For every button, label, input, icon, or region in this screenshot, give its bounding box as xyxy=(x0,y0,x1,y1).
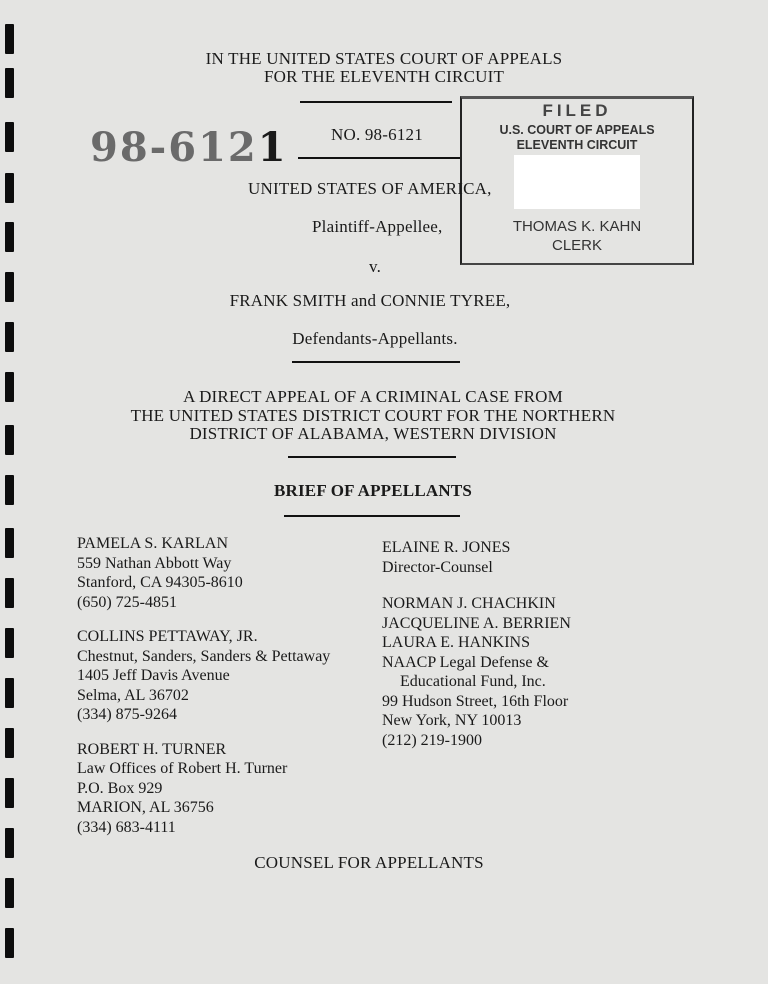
counsel-for-appellants: COUNSEL FOR APPELLANTS xyxy=(254,853,484,872)
clerk-name: THOMAS K. KAHN xyxy=(512,218,642,235)
counsel-line: New York, NY 10013 xyxy=(382,712,522,729)
counsel-line: COLLINS PETTAWAY, JR. xyxy=(77,628,258,645)
counsel-line: 99 Hudson Street, 16th Floor xyxy=(382,692,569,710)
counsel-line: NAACP Legal Defense & xyxy=(382,653,549,671)
docket-number-stamp xyxy=(90,124,288,171)
appeal-line3: DISTRICT OF ALABAMA, WESTERN DIVISION xyxy=(189,424,557,443)
binding-hole xyxy=(5,878,14,908)
counsel-left-column xyxy=(77,534,330,837)
counsel-line: Selma, AL 36702 xyxy=(77,686,189,704)
defendants-role: Defendants-Appellants. xyxy=(292,329,458,348)
counsel-line: ROBERT H. TURNER xyxy=(77,740,227,758)
filed-label: FILED xyxy=(542,101,612,120)
counsel-line: Stanford, CA 94305-8610 xyxy=(77,574,243,591)
appeal-line2: THE UNITED STATES DISTRICT COURT FOR THE NORTHERN xyxy=(130,406,616,425)
counsel-line: (650) 725-4851 xyxy=(77,593,177,611)
binding-hole xyxy=(5,928,14,958)
counsel-line: 559 Nathan Abbott Way xyxy=(77,554,232,572)
counsel-line: (334) 875-9264 xyxy=(77,706,177,723)
plaintiff-name: UNITED STATES OF AMERICA, xyxy=(248,179,492,198)
plaintiff-role: Plaintiff-Appellee, xyxy=(312,217,443,236)
counsel-line: P.O. Box 929 xyxy=(77,779,163,797)
counsel-line: LAURA E. HANKINS xyxy=(382,634,530,651)
docket-last-digit: 1 xyxy=(257,124,288,171)
clerk-title: CLERK xyxy=(551,237,603,254)
binding-hole xyxy=(5,728,14,758)
counsel-line: (212) 219-1900 xyxy=(382,731,482,749)
appeal-line1: A DIRECT APPEAL OF A CRIMINAL CASE FROM xyxy=(183,387,563,406)
filed-stamp xyxy=(460,96,694,265)
brief-title: BRIEF OF APPELLANTS xyxy=(273,481,473,500)
counsel-line: (334) 683-4111 xyxy=(77,818,176,836)
binding-hole xyxy=(5,222,14,252)
filed-clerk xyxy=(462,217,692,255)
binding-hole xyxy=(5,528,14,558)
counsel-line: NORMAN J. CHACHKIN xyxy=(382,595,556,612)
defendants-names: FRANK SMITH and CONNIE TYREE, xyxy=(229,291,511,310)
counsel-line: ELAINE R. JONES xyxy=(382,539,511,556)
binding-hole xyxy=(5,173,14,203)
docket-prefix: 98-612 xyxy=(90,124,258,171)
binding-hole xyxy=(5,628,14,658)
binding-hole xyxy=(5,122,14,152)
binding-hole xyxy=(5,778,14,808)
counsel-right-column xyxy=(382,538,571,750)
filed-court-line2: ELEVENTH CIRCUIT xyxy=(516,138,638,152)
filed-court-line1: U.S. COURT OF APPEALS xyxy=(499,123,655,137)
counsel-line: PAMELA S. KARLAN xyxy=(77,535,228,552)
counsel-line: 1405 Jeff Davis Avenue xyxy=(77,667,230,684)
counsel-line: MARION, AL 36756 xyxy=(77,799,214,816)
counsel-line: JACQUELINE A. BERRIEN xyxy=(382,614,571,632)
filed-date-redaction xyxy=(514,155,640,209)
court-heading-line2: FOR THE ELEVENTH CIRCUIT xyxy=(263,67,505,86)
case-number-rule xyxy=(298,157,461,159)
counsel-line: Educational Fund, Inc. xyxy=(400,673,546,690)
divider xyxy=(292,361,460,363)
divider xyxy=(300,101,452,103)
binding-hole xyxy=(5,678,14,708)
divider xyxy=(284,515,460,517)
versus: v. xyxy=(368,257,382,276)
counsel-line: Director-Counsel xyxy=(382,558,493,576)
counsel-line: Chestnut, Sanders, Sanders & Pettaway xyxy=(77,647,331,665)
binding-hole xyxy=(5,578,14,608)
filed-court xyxy=(462,123,692,153)
divider xyxy=(288,456,456,458)
case-number: NO. 98-6121 xyxy=(331,125,423,144)
court-heading-line1: IN THE UNITED STATES COURT OF APPEALS xyxy=(205,49,563,68)
counsel-line: Law Offices of Robert H. Turner xyxy=(77,760,288,777)
